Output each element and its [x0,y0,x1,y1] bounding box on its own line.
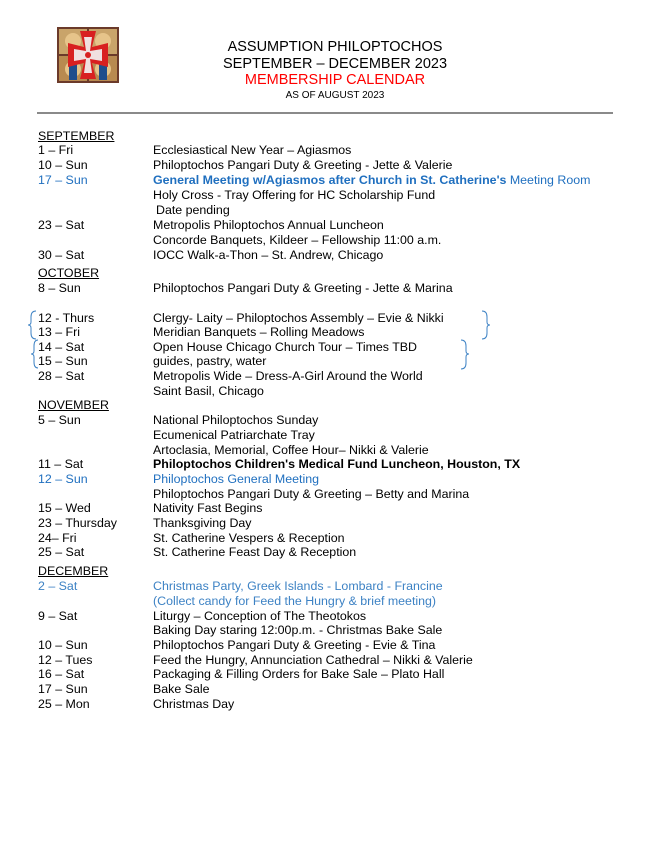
event-date: 10 – Sun [38,638,88,652]
list-item [0,487,650,502]
list-item [0,697,650,712]
org-title: ASSUMPTION PHILOPTOCHOS [227,39,443,55]
event-text: Thanksgiving Day [153,516,252,530]
list-item [0,325,650,340]
event-text: Packaging & Filling Orders for Bake Sale – Plato Hall [153,667,445,681]
event-date: 8 – Sun [38,281,81,295]
event-text: Christmas Party, Greek Islands - Lombard - Francine [153,579,443,593]
event-date: 12 - Thurs [38,311,95,325]
list-item [0,158,650,173]
event-text: Philoptochos Pangari Duty & Greeting - Jette & Valerie [153,158,453,172]
event-text: Metropolis Wide – Dress-A-Girl Around the World [153,369,423,383]
right-brace-icon [480,310,490,340]
event-date: 28 – Sat [38,369,85,383]
section-october: OCTOBER [38,266,100,280]
event-text: Philoptochos Children's Medical Fund Luncheon, Houston, TX [153,457,521,471]
event-text: Meridian Banquets – Rolling Meadows [153,325,365,339]
list-item [0,457,650,472]
event-date: 15 – Wed [38,501,91,515]
list-item [0,281,650,296]
event-date: 23 – Thursday [38,516,117,530]
list-item [0,667,650,682]
event-date: 25 – Mon [38,697,90,711]
list-item [0,233,650,248]
section-december: DECEMBER [38,564,109,578]
event-date: 9 – Sat [38,609,78,623]
list-item [0,428,650,443]
event-text: Ecumenical Patriarchate Tray [153,428,315,442]
event-date: 30 – Sat [38,248,85,262]
date-range-title: SEPTEMBER – DECEMBER 2023 [222,56,448,72]
event-text: Baking Day staring 12:00p.m. - Christmas Bake Sale [153,623,443,637]
event-date: 14 – Sat [38,340,85,354]
event-date: 17 – Sun [38,682,88,696]
event-text: Open House Chicago Church Tour – Times TBD [153,340,418,354]
list-item [0,384,650,399]
event-text: Ecclesiastical New Year – Agiasmos [153,143,352,157]
event-text-bold: General Meeting w/Agiasmos after Church in St. Catherine's [153,173,507,187]
event-text [153,173,590,188]
as-of-date: AS OF AUGUST 2023 [285,90,385,101]
event-text: guides, pastry, water [153,354,267,368]
event-date: 13 – Fri [38,325,81,339]
event-text: IOCC Walk-a-Thon – St. Andrew, Chicago [153,248,384,262]
event-date: 12 – Tues [38,653,93,667]
event-date: 11 – Sat [38,457,84,471]
list-item [0,340,650,355]
list-item [0,623,650,638]
list-item [0,516,650,531]
event-text: Concorde Banquets, Kildeer – Fellowship 11:00 a.m. [153,233,442,247]
list-item [0,369,650,384]
calendar-title: MEMBERSHIP CALENDAR [244,72,426,88]
header-divider [37,112,613,114]
event-text: Philoptochos Pangari Duty & Greeting - Evie & Tina [153,638,436,652]
event-text: Philoptochos Pangari Duty & Greeting – Betty and Marina [153,487,470,501]
event-text: (Collect candy for Feed the Hungry & brief meeting) [153,594,437,608]
list-item [0,203,650,218]
list-item [0,413,650,428]
event-date: 23 – Sat [38,218,85,232]
event-text: Philoptochos Pangari Duty & Greeting - Jette & Marina [153,281,453,295]
list-item [0,501,650,516]
event-date: 5 – Sun [38,413,81,427]
event-date: 1 – Fri [38,143,74,157]
event-text: Date pending [156,203,230,217]
event-date: 15 – Sun [38,354,88,368]
event-date: 10 – Sun [38,158,88,172]
left-brace-icon [31,339,39,369]
event-date: 12 – Sun [38,472,88,486]
event-text: St. Catherine Feast Day & Reception [153,545,357,559]
list-item [0,653,650,668]
list-item [0,218,650,233]
list-item [0,682,650,697]
event-date: 2 – Sat [38,579,78,593]
event-text-rest: Meeting Room [506,173,591,187]
event-date: 17 – Sun [38,173,88,187]
section-september: SEPTEMBER [38,129,115,143]
list-item [0,248,650,263]
right-brace-icon [459,339,469,370]
list-item [0,188,650,203]
list-item [0,443,650,458]
event-text: National Philoptochos Sunday [153,413,319,427]
list-item [0,531,650,546]
event-text: Clergy- Laity – Philoptochos Assembly – Evie & Nikki [153,311,444,325]
event-text: Feed the Hungry, Annunciation Cathedral – Nikki & Valerie [153,653,473,667]
list-item [0,545,650,560]
left-brace-icon [28,310,38,340]
event-text: Philoptochos General Meeting [153,472,319,486]
list-item [0,311,650,326]
event-text: Metropolis Philoptochos Annual Luncheon [153,218,384,232]
event-text: Saint Basil, Chicago [153,384,264,398]
event-date: 25 – Sat [38,545,85,559]
event-text: Liturgy – Conception of The Theotokos [153,609,367,623]
event-text: Holy Cross - Tray Offering for HC Scholarship Fund [153,188,436,202]
list-item [0,594,650,609]
list-item [0,143,650,158]
list-item [0,354,650,369]
event-text: Christmas Day [153,697,235,711]
event-text: Nativity Fast Begins [153,501,263,515]
philoptochos-logo [57,27,119,83]
event-date: 16 – Sat [38,667,85,681]
event-text: St. Catherine Vespers & Reception [153,531,345,545]
list-item [0,472,650,487]
event-text: Bake Sale [153,682,210,696]
list-item [0,609,650,624]
list-item [0,173,650,188]
event-date: 24– Fri [38,531,77,545]
list-item [0,579,650,594]
list-item [0,638,650,653]
section-november: NOVEMBER [38,398,109,412]
event-text: Artoclasia, Memorial, Coffee Hour– Nikki & Valerie [153,443,429,457]
